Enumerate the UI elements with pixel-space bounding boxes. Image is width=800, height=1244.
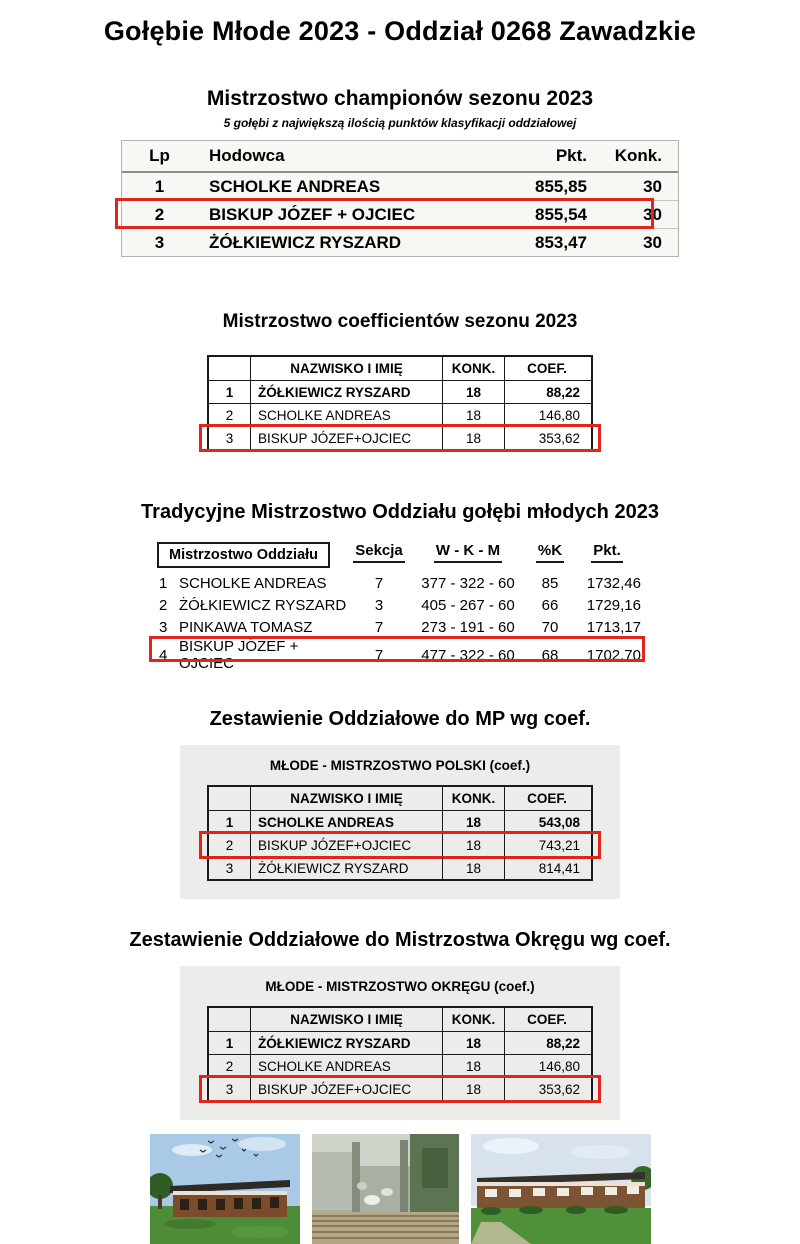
- champions-heading: Mistrzostwo championów sezonu 2023: [206, 87, 594, 110]
- cell-pkt: 855,54: [535, 204, 587, 224]
- table-header-row: [122, 141, 678, 173]
- table-row: [209, 381, 591, 404]
- table-row-highlighted: [209, 834, 591, 857]
- col-pkt: Pkt.: [591, 542, 623, 563]
- corner-cell: [209, 1008, 251, 1031]
- cell-konk: 30: [643, 204, 662, 224]
- cell-konk: 18: [443, 834, 505, 856]
- corner-cell: [209, 787, 251, 810]
- table-row: [209, 404, 591, 427]
- cell-coef: 814,41: [538, 860, 580, 876]
- cell-name: BISKUP JÓZEF + OJCIEC: [179, 638, 299, 672]
- mp-panel: [180, 745, 620, 899]
- okreg-panel: [180, 966, 620, 1120]
- table-header-row: [209, 1008, 591, 1032]
- coefficients-table: [207, 355, 593, 451]
- cell-name: SCHOLKE ANDREAS: [251, 404, 443, 426]
- corner-cell: [209, 357, 251, 380]
- col-konk: KONK.: [443, 787, 505, 810]
- cell-pkt: 855,85: [535, 176, 587, 196]
- section-mp: [0, 708, 800, 899]
- table-row-highlighted: [209, 1078, 591, 1100]
- cell-sekcja: 7: [374, 646, 384, 664]
- cell-lp: 2: [209, 834, 251, 856]
- cell-coef: 353,62: [538, 430, 580, 446]
- section-champions: [0, 87, 800, 257]
- mistrzostwo-oddzialu-box: Mistrzostwo Oddziału: [157, 542, 330, 568]
- section-coefficients: [0, 311, 800, 451]
- cell-coef: 88,22: [546, 1035, 580, 1051]
- photo-loft-exterior-wide: [471, 1134, 651, 1244]
- cell-konk: 18: [443, 427, 505, 449]
- cell-lp: 3: [209, 1078, 251, 1100]
- cell-lp: 1: [209, 811, 251, 833]
- col-name: NAZWISKO I IMIĘ: [251, 1008, 443, 1031]
- table-header-row: [209, 357, 591, 381]
- table-header-row: [157, 542, 643, 563]
- cell-pkt: 1732,46: [586, 574, 641, 592]
- cell-name: BISKUP JÓZEF + OJCIEC: [209, 204, 416, 224]
- cell-coef: 146,80: [538, 407, 580, 423]
- photo-loft-interior: [312, 1134, 459, 1244]
- cell-lp: 2: [209, 1055, 251, 1077]
- table-row: [209, 811, 591, 834]
- cell-coef: 743,21: [538, 837, 580, 853]
- table-row: [209, 1032, 591, 1055]
- cell-pkt: 1702,70: [586, 646, 641, 664]
- photo-strip: [0, 1134, 800, 1244]
- table-header-row: [209, 787, 591, 811]
- cell-lp: 1: [154, 176, 165, 196]
- table-row: [157, 594, 643, 616]
- col-name: NAZWISKO I IMIĘ: [251, 787, 443, 810]
- table-row: [122, 229, 678, 256]
- cell-pk: 70: [541, 618, 559, 636]
- cell-sekcja: 7: [374, 574, 384, 592]
- cell-lp: 1: [209, 1032, 251, 1054]
- champions-subtitle: 5 gołębi z największą ilością punktów klasyfikacji oddziałowej: [223, 116, 577, 130]
- cell-pkt: 1729,16: [586, 596, 641, 614]
- cell-name: SCHOLKE ANDREAS: [251, 1055, 443, 1077]
- page: [0, 16, 800, 1244]
- cell-lp: 2: [154, 204, 165, 224]
- col-konk: KONK.: [443, 357, 505, 380]
- cell-name: ŻÓŁKIEWICZ RYSZARD: [251, 1032, 443, 1054]
- page-title: Gołębie Młode 2023 - Oddział 0268 Zawadzkie: [103, 16, 697, 46]
- cell-name: SCHOLKE ANDREAS: [179, 574, 327, 592]
- cell-lp: 2: [209, 404, 251, 426]
- cell-lp: 1: [159, 574, 168, 592]
- cell-konk: 30: [643, 176, 662, 196]
- col-coef: COEF.: [527, 1012, 567, 1027]
- cell-name: SCHOLKE ANDREAS: [209, 176, 381, 196]
- cell-coef: 543,08: [538, 814, 580, 830]
- mp-heading: Zestawienie Oddziałowe do MP wg coef.: [209, 708, 591, 730]
- cell-name: BISKUP JÓZEF+OJCIEC: [251, 427, 443, 449]
- cell-lp: 1: [209, 381, 251, 403]
- table-row-highlighted: [157, 638, 643, 672]
- col-konk: Konk.: [614, 146, 662, 165]
- cell-lp: 2: [159, 596, 168, 614]
- cell-pk: 66: [541, 596, 559, 614]
- cell-lp: 3: [209, 427, 251, 449]
- col-wkm: W - K - M: [434, 542, 502, 563]
- cell-wkm: 405 - 267 - 60: [421, 596, 515, 614]
- col-coef: COEF.: [527, 361, 567, 376]
- col-coef: COEF.: [527, 791, 567, 806]
- cell-konk: 18: [443, 1078, 505, 1100]
- cell-konk: 18: [443, 857, 505, 879]
- coefficients-heading: Mistrzostwo coefficientów sezonu 2023: [222, 311, 578, 332]
- table-row-highlighted: [122, 201, 678, 229]
- cell-lp: 3: [209, 857, 251, 879]
- cell-konk: 18: [443, 381, 505, 403]
- traditional-heading: Tradycyjne Mistrzostwo Oddziału gołębi młodych 2023: [141, 501, 659, 523]
- cell-lp: 3: [159, 618, 168, 636]
- cell-konk: 18: [443, 1055, 505, 1077]
- cell-name: ŻÓŁKIEWICZ RYSZARD: [251, 857, 443, 879]
- col-pk: %K: [536, 542, 564, 563]
- col-lp: Lp: [149, 146, 170, 165]
- col-hodowca: Hodowca: [209, 146, 285, 165]
- cell-lp: 3: [154, 232, 165, 252]
- col-name: NAZWISKO I IMIĘ: [251, 357, 443, 380]
- cell-name: BISKUP JÓZEF+OJCIEC: [251, 834, 443, 856]
- cell-name: ŻÓŁKIEWICZ RYSZARD: [179, 596, 347, 614]
- cell-pkt: 1713,17: [586, 618, 641, 636]
- cell-lp: 4: [159, 646, 168, 664]
- cell-name: SCHOLKE ANDREAS: [251, 811, 443, 833]
- col-konk: KONK.: [443, 1008, 505, 1031]
- okreg-subtitle: MŁODE - MISTRZOSTWO OKRĘGU (coef.): [265, 979, 535, 994]
- cell-sekcja: 3: [374, 596, 384, 614]
- cell-coef: 146,80: [538, 1058, 580, 1074]
- photo-loft-exterior-left: [150, 1134, 300, 1244]
- cell-name: ŻÓŁKIEWICZ RYSZARD: [209, 232, 402, 252]
- cell-pkt: 853,47: [535, 232, 587, 252]
- cell-pk: 68: [541, 646, 559, 664]
- section-okreg: [0, 929, 800, 1120]
- cell-coef: 353,62: [538, 1081, 580, 1097]
- cell-konk: 18: [443, 1032, 505, 1054]
- col-sekcja: Sekcja: [353, 542, 405, 563]
- table-row: [157, 616, 643, 638]
- cell-pk: 85: [541, 574, 559, 592]
- table-row-highlighted: [209, 427, 591, 449]
- cell-sekcja: 7: [374, 618, 384, 636]
- cell-name: PINKAWA TOMASZ: [179, 618, 313, 636]
- cell-wkm: 273 - 191 - 60: [421, 618, 515, 636]
- mp-subtitle: MŁODE - MISTRZOSTWO POLSKI (coef.): [269, 758, 531, 773]
- table-row: [209, 857, 591, 879]
- table-row: [157, 572, 643, 594]
- cell-konk: 30: [643, 232, 662, 252]
- cell-coef: 88,22: [546, 384, 580, 400]
- col-pkt: Pkt.: [555, 146, 587, 165]
- cell-name: ŻÓŁKIEWICZ RYSZARD: [251, 381, 443, 403]
- champions-table: [121, 140, 679, 257]
- traditional-table: [157, 542, 643, 672]
- section-traditional: [0, 501, 800, 672]
- cell-konk: 18: [443, 811, 505, 833]
- cell-wkm: 377 - 322 - 60: [421, 574, 515, 592]
- cell-name: BISKUP JÓZEF+OJCIEC: [251, 1078, 443, 1100]
- table-row: [122, 173, 678, 201]
- okreg-table: [207, 1006, 593, 1102]
- mp-table: [207, 785, 593, 881]
- okreg-heading: Zestawienie Oddziałowe do Mistrzostwa Okręgu wg coef.: [129, 929, 671, 951]
- cell-konk: 18: [443, 404, 505, 426]
- table-row: [209, 1055, 591, 1078]
- cell-wkm: 477 - 322 - 60: [421, 646, 515, 664]
